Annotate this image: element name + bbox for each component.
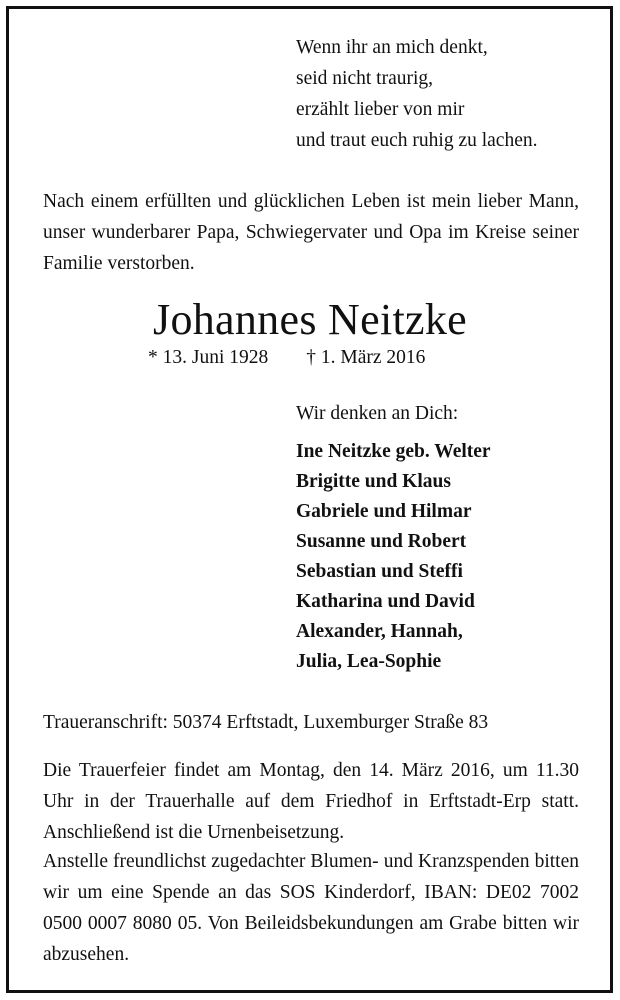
mourners-heading: Wir denken an Dich: bbox=[296, 403, 459, 424]
poem bbox=[296, 32, 538, 156]
poem-line: und traut euch ruhig zu lachen. bbox=[296, 130, 538, 151]
death-date: † 1. März 2016 bbox=[306, 347, 426, 368]
mourner-name: Katharina und David bbox=[296, 591, 475, 612]
mourner-name: Gabriele und Hilmar bbox=[296, 501, 472, 522]
poem-line: erzählt lieber von mir bbox=[296, 99, 465, 120]
mourner-name: Alexander, Hannah, bbox=[296, 621, 463, 642]
life-dates bbox=[148, 343, 425, 373]
mourner-name: Ine Neitzke geb. Welter bbox=[296, 441, 491, 462]
funeral-service-text: Die Trauerfeier findet am Montag, den 14. März 2016, um 11.30 Uhr in der Trauerhalle auf dem Friedhof in Erftstadt-Erp statt. Anschließend ist die Urnenbeisetzung. bbox=[43, 760, 579, 843]
donation-text: Anstelle freundlichst zugedachter Blumen- und Kranzspenden bitten wir um eine Spende an das SOS Kinderdorf, IBAN: DE02 7002 0500 0007 8080 05. Von Beileidsbekundungen am Grabe bitten wir abzusehen. bbox=[43, 851, 579, 965]
mourning-address: Traueranschrift: 50374 Erftstadt, Luxemburger Straße 83 bbox=[43, 712, 489, 733]
birth-date: * 13. Juni 1928 bbox=[148, 347, 269, 368]
poem-line: seid nicht traurig, bbox=[296, 68, 434, 89]
mourners-list bbox=[296, 437, 491, 677]
deceased-name: Johannes Neitzke bbox=[153, 295, 467, 344]
mourner-name: Julia, Lea-Sophie bbox=[296, 651, 442, 672]
mourner-name: Brigitte und Klaus bbox=[296, 471, 451, 492]
intro-text: Nach einem erfüllten und glücklichen Leben ist mein lieber Mann, unser wunderbarer Papa, Schwiegervater und Opa im Kreise seiner Familie verstorben. bbox=[43, 191, 579, 274]
mourner-name: Susanne und Robert bbox=[296, 531, 467, 552]
poem-line: Wenn ihr an mich denkt, bbox=[296, 37, 488, 58]
mourner-name: Sebastian und Steffi bbox=[296, 561, 463, 582]
